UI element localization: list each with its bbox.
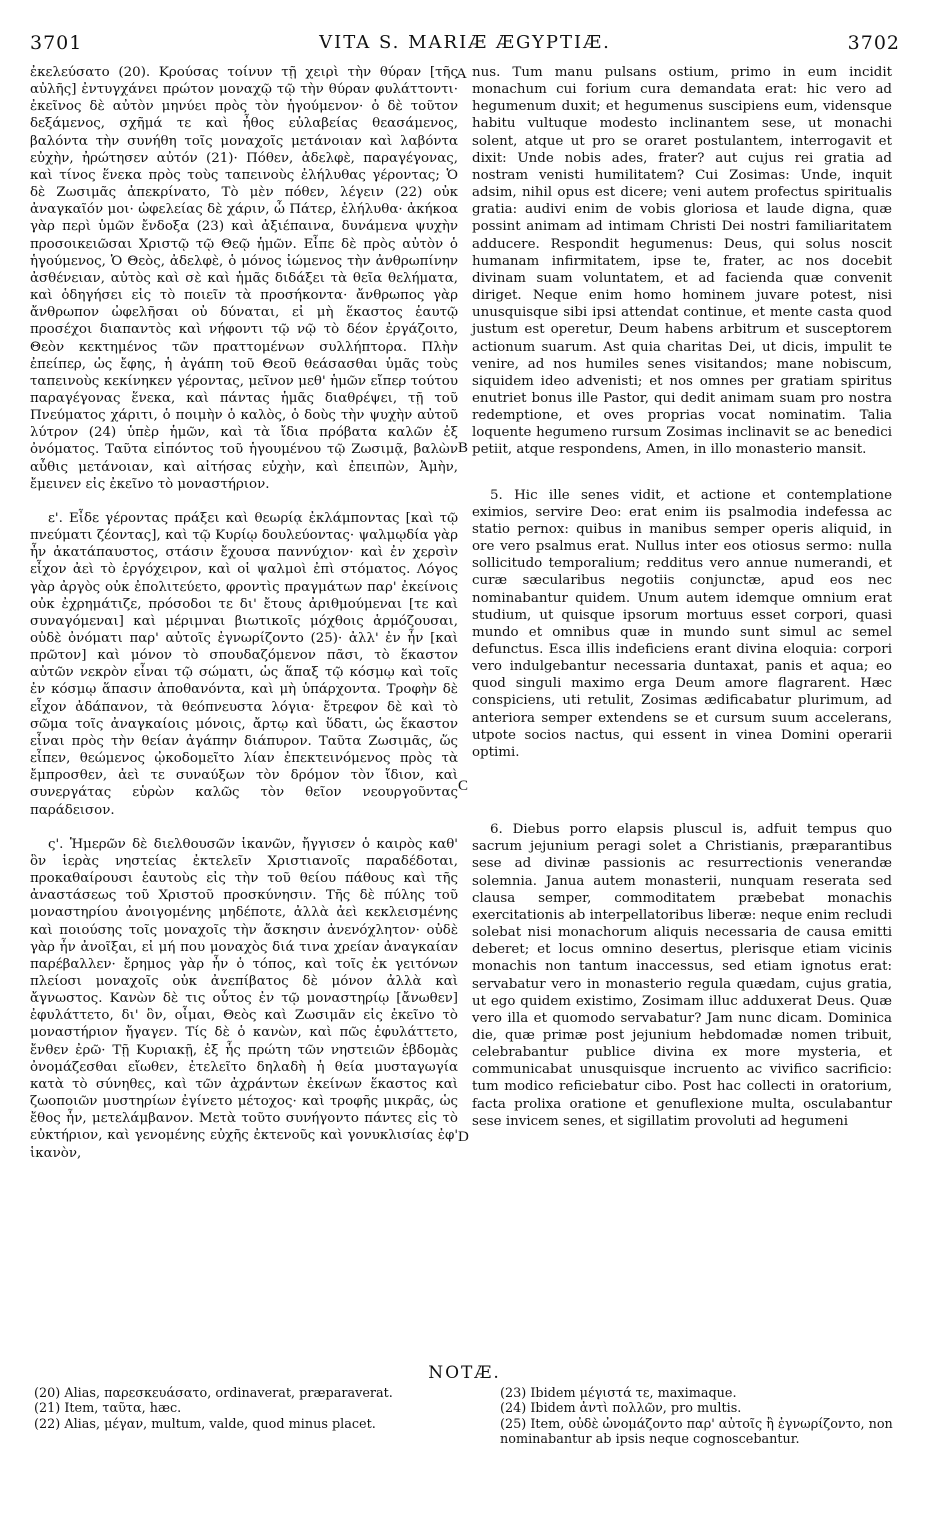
greek-column — [30, 64, 458, 1162]
notes-right-column — [500, 1386, 900, 1447]
notes-left-column — [34, 1386, 454, 1432]
section-marker-c: C — [458, 778, 469, 794]
notes-heading: NOTÆ. — [428, 1363, 501, 1383]
page-title: VITA S. MARIÆ ÆGYPTIÆ. — [319, 32, 611, 53]
latin-paragraph-6: 6. Diebus porro elapsis pluscul is, adfuit tempus quo sacrum jejunium peragi solet a Christianis, præparantibus sese ad divinæ passionis ac resurrectionis venerandæ solemnia. Janua autem monasterii, nunquam reserata sed clausa semper, commoditatem præbebat monachis exercitationis ab interpellatoribus liberæ: neque enim recludi solebat nisi monachorum aliquis necessaria de causa emitti deberet; et locus omnino desertus, plerisque etiam vicinis monachis non tantum inaccessus, sed etiam ignotus erat: servabatur vero in monasterio regula quædam, cujus gratia, ut ego quidem existimo, Zosimam illuc adduxerat Deus. Quæ vero illa et quomodo servabatur? Jam nunc dicam. Dominica die, quæ primæ post jejunium hebdomadæ nomen tribuit, celebrabantur publice divina ex more mysteria, et communicabat unusquisque incruento ac vivifico sacrificio: tum modico reficiebatur cibo. Post hac collecti in oratorium, facta prolixa oratione et genuflexione multa, osculabantur sese invicem senes, et sigillatim provoluti ad hegumeni — [472, 822, 892, 1129]
section-marker-d: D — [458, 1129, 469, 1145]
note-23: (23) Ibidem μέγιστά τε, maximaque. — [500, 1386, 737, 1401]
note-24: (24) Ibidem ἀντὶ πολλῶν, pro multis. — [500, 1401, 742, 1417]
note-25: (25) Item, οὐδὲ ὠνομάζοντο παρ' αὐτοῖς ἢ ἐγνωρίζοντο, non nominabantur ab ipsis neque cognoscebantur. — [500, 1416, 893, 1447]
latin-paragraph-1: nus. Tum manu pulsans ostium, primo in eum incidit monachum cui forium cura demandata erat: hic vero ad hegumenum duxit; et hegumenus suscipiens eum, vidensque habitu vultuque modesto inclinantem sese, ut monachi solent, atque ut pro se oraret postulantem, interrogavit et dixit: Unde nobis ades, frater? aut cujus rei gratia ad nostram venisti humilitatem? Cui Zosimas: Unde, inquit adsim, nihil opus est dicere; veni autem profectus spiritualis gratia: audivi enim de vobis gloriosa et laude digna, quæ possint animam ad intimam Christi Dei nostri familiaritatem adducere. Respondit hegumenus: Deus, qui solus noscit humanam infirmitatem, ipse te, frater, ac nos docebit divinam suam voluntatem, et ad facienda quæ convenit diriget. Neque enim homo hominem juvare potest, nisi unusquisque sibi ipsi attendat continue, et mente casta quod justum est operetur, Deum habens arbitrum et susceptorem actionum suarum. Ast quia charitas Dei, ut dicis, impulit te venire, ad nos humiles senes visitandos; mane nobiscum, siquidem ideo advenisti; et nos omnes per gratiam spiritus enutriet bonus ille Pastor, qui dedit animam suam pro nostra redemptione, et oves proprias vocat nominatim. Talia loquente hegumeno rursum Zosimas inclinavit se ac benedici petiit, atque respondens, Amen, in illo monasterio mansit. — [472, 65, 892, 458]
note-22: (22) Alias, μέγαν, multum, valde, quod minus placet. — [34, 1416, 376, 1432]
greek-paragraph-1: ἐκελεύσατο (20). Κρούσας τοίνυν τῇ χειρὶ τὴν θύραν [τῆς αὐλῆς] ἐντυγχάνει πρώτον μοναχῷ τῷ τὴν θύραν φυλάττοντι· ἐκεῖνος δὲ αὐτὸν μηνύει πρὸς τὸν ἡγούμενον· ὁ δὲ τοῦτον δεξάμενος, σχῆμά τε καὶ ἦθος εὐλαβείας θεασάμενος, βαλόντα τὴν συνήθη τοῖς μοναχοῖς μετάνοιαν καὶ λαβόντα εὐχὴν, ἠρώτησεν αὐτόν (21)· Πόθεν, ἀδελφὲ, παραγέγονας, καὶ τίνος ἕνεκα πρὸς τοὺς ταπεινοὺς ἐλήλυθας γέροντας; Ὁ δὲ Ζωσιμᾶς ἀπεκρίνατο, Τὸ μὲν πόθεν, λέγειν (22) οὐκ ἀναγκαῖόν μοι· ὠφελείας δὲ χάριν, ὦ Πάτερ, ἐλήλυθα· ἀκήκοα γὰρ περὶ ὑμῶν ἔνδοξα (23) καὶ ἀξιέπαινα, δυνάμενα ψυχὴν προσοικειῶσαι Χριστῷ τῷ Θεῷ ἡμῶν. Εἶπε δὲ πρὸς αὐτὸν ὁ ἡγούμενος, Ὁ Θεὸς, ἀδελφὲ, ὁ μόνος ἰώμενος τὴν ἀνθρωπίνην ἀσθένειαν, αὐτὸς καὶ σὲ καὶ ἡμᾶς διδάξει τὰ θεῖα θελήματα, καὶ ὁδηγήσει εἰς τὸ ποιεῖν τὰ προσήκοντα· ἄνθρωπος γὰρ ἄνθρωπον ὠφελῆσαι οὐ δύναται, εἰ μὴ ἕκαστος ἑαυτῷ προσέχοι διαπαντὸς καὶ νήφοντι τῷ νῷ τὸ δέον ἐργάζοιτο, Θεὸν κεκτημένος τῶν πραττομένων συλλήπτορα. Πλὴν ἐπείπερ, ὡς ἔφης, ἡ ἀγάπη τοῦ Θεοῦ θεάσασθαι ὑμᾶς τοὺς ταπεινοὺς κεκίνηκεν γέροντας, μεῖνον μεθ' ἡμῶν εἴπερ τούτου παραγέγονας ἕνεκα, καὶ πάντας ἡμᾶς διαθρέψει, τῇ τοῦ Πνεύματος χάριτι, ὁ ποιμὴν ὁ καλὸς, ὁ δοὺς τὴν ψυχὴν αὐτοῦ λύτρον (24) ὑπὲρ ἡμῶν, καὶ τὰ ἴδια πρόβατα καλῶν ἐξ ὀνόματος. Ταῦτα εἰπόντος τοῦ ἡγουμένου τῷ Ζωσιμᾷ, βαλὼν αὖθις μετάνοιαν, καὶ αἰτήσας εὐχὴν, καὶ ἐπειπὼν, Ἀμὴν, ἔμεινεν εἰς ἐκεῖνο τὸ μοναστήριον. — [30, 65, 458, 492]
greek-paragraph-5: ε'. Εἶδε γέροντας πράξει καὶ θεωρίᾳ ἐκλάμποντας [καὶ τῷ πνεύματι ζέοντας], καὶ τῷ Κυρίῳ δουλεύοντας· ψαλμῳδία γὰρ ἦν ἀκατάπαυστος, στάσιν ἔχουσα παννύχιον· καὶ ἐν χερσὶν εἶχον ἀεὶ τὸ ἐργόχειρον, καὶ οἱ ψαλμοὶ ἐπὶ στόματος. Λόγος γὰρ ἀργὸς οὐκ ἐπολιτεύετο, φροντὶς πραγμάτων παρ' ἐκείνοις οὐκ ἐχρημάτιζε, πρόσοδοι τε δι' ἔτους ἀριθμούμεναι [τε καὶ συναγόμεναι] καὶ μέριμναι βιωτικοῖς μόχθοις ἁρμόζουσαι, οὐδὲ ὀνόματι παρ' αὐτοῖς ἐγνωρίζοντο (25)· ἀλλ' ἐν ἦν [καὶ πρῶτον] καὶ μόνον τὸ σπουδαζόμενον πᾶσι, τὸ ἕκαστον αὐτῶν νεκρὸν εἶναι τῷ σώματι, ὡς ἅπαξ τῷ κόσμῳ καὶ τοῖς ἐν κόσμῳ ἅπασιν ἀποθανόντα, καὶ μὴ ὑπάρχοντα. Τροφὴν δὲ εἶχον ἀδάπανον, τὰ θεόπνευστα λόγια· ἔτρεφον δὲ καὶ τὸ σῶμα τοῖς ἀναγκαίοις μόνοις, ἄρτῳ καὶ ὕδατι, ὡς ἕκαστον εἶναι πρὸς τὴν θείαν ἀγάπην διάπυρον. Ταῦτα Ζωσιμᾶς, ὥς εἶπεν, θεώμενος ᾠκοδομεῖτο λίαν ἐπεκτεινόμενος πρὸς τὰ ἔμπροσθεν, ἀεὶ τε συναύξων τὸν δρόμον τὸν ἴδιον, καὶ συνεργάτας εὑρὼν καλῶς τὸν θεῖον νεουργοῦντας παράδεισον. — [30, 510, 458, 818]
section-marker-b: B — [458, 440, 469, 456]
note-20: (20) Alias, παρεσκευάσατο, ordinaverat, præparaverat. — [34, 1386, 393, 1401]
note-21: (21) Item, ταῦτα, hæc. — [34, 1401, 182, 1417]
right-column-number: 3702 — [847, 32, 900, 54]
page-header — [30, 32, 900, 56]
section-marker-a: A — [456, 66, 467, 82]
greek-paragraph-6: ς'. Ἡμερῶν δὲ διελθουσῶν ἱκανῶν, ἤγγισεν ὁ καιρὸς καθ' ὃν ἱερὰς νηστείας ἐκτελεῖν Χριστιανοῖς παραδέδοται, προκαθαίρουσι ἑαυτοὺς εἰς τὴν τοῦ θείου πάθους καὶ τῆς ἀναστάσεως τοῦ Χριστοῦ προσκύνησιν. Τῆς δὲ πύλης τοῦ μοναστηρίου ἀνοιγομένης μηδέποτε, ἀλλὰ ἀεὶ κεκλεισμένης καὶ ποιούσης τοῖς μοναχοῖς τὴν ἄσκησιν ἀνενόχλητον· οὐδὲ γὰρ ἦν ἀνοῖξαι, εἰ μή που μοναχὸς διά τινα χρείαν ἀναγκαίαν παρέβαλλεν· ἔρημος γὰρ ἦν ὁ τόπος, καὶ τοῖς ἐκ γειτόνων πλείοσι μοναχοῖς οὐκ ἀνεπίβατος δὲ μόνον ἀλλὰ καὶ ἄγνωστος. Κανὼν δὲ τις οὗτος ἐν τῷ μοναστηρίῳ [ἄνωθεν] ἐφυλάττετο, δι' ὃν, οἶμαι, Θεὸς καὶ Ζωσιμᾶν εἰς ἐκεῖνο τὸ μοναστήριον ἤγαγεν. Τίς δὲ ὁ κανὼν, καὶ πῶς ἐφυλάττετο, ἔνθεν ἐρῶ· Τῇ Κυριακῇ, ἐξ ἧς πρώτη τῶν νηστειῶν ἑβδομὰς ὀνομάζεσθαι εἴωθεν, ἐτελεῖτο δηλαδὴ ἡ θεία μυσταγωγία κατὰ τὸ σύνηθες, καὶ τῶν ἀχράντων ἐκείνων ἕκαστος καὶ ζωοποιῶν μυστηρίων ἐγίνετο μέτοχος· καὶ τροφῆς μικρᾶς, ὡς ἔθος ἦν, μετελάμβανον. Μετὰ τοῦτο συνήγοντο πάντες εἰς τὸ εὐκτήριον, καὶ γενομένης εὐχῆς ἐκτενοῦς καὶ γονυκλισίας ἐφ' ἱκανὸν, — [30, 836, 458, 1161]
latin-column — [472, 64, 892, 1130]
latin-paragraph-5: 5. Hic ille senes vidit, et actione et contemplatione eximios, servire Deo: erat enim iis psalmodia indefessa ac statio pernox: quibus in manibus semper operis aliquid, in ore vero psalmus erat. Nullus inter eos otiosus sermo: nulla sollicitudo temporalium; redditus vero annue numerandi, et curæ sæcularibus negotiis conjunctæ, apud eos nec nominabantur quidem. Unum autem idemque omnium erat studium, ut quisque ipsorum mortuus esset corpori, quasi mundo et omnibus quæ in mundo sunt simul ac semel defunctus. Esca illis indeficiens erant divina eloquia: corpori vero indulgebantur necessaria duntaxat, panis et aqua; eo quod singuli maximo erga Deum amore flagrarent. Hæc conspiciens, uti retulit, Zosimas ædificabatur plurimum, ad anteriora semper extendens se et cursum suum accelerans, utpote socios nactus, qui essent in vinea Domini operarii optimi. — [472, 487, 892, 760]
left-column-number: 3701 — [30, 32, 83, 54]
